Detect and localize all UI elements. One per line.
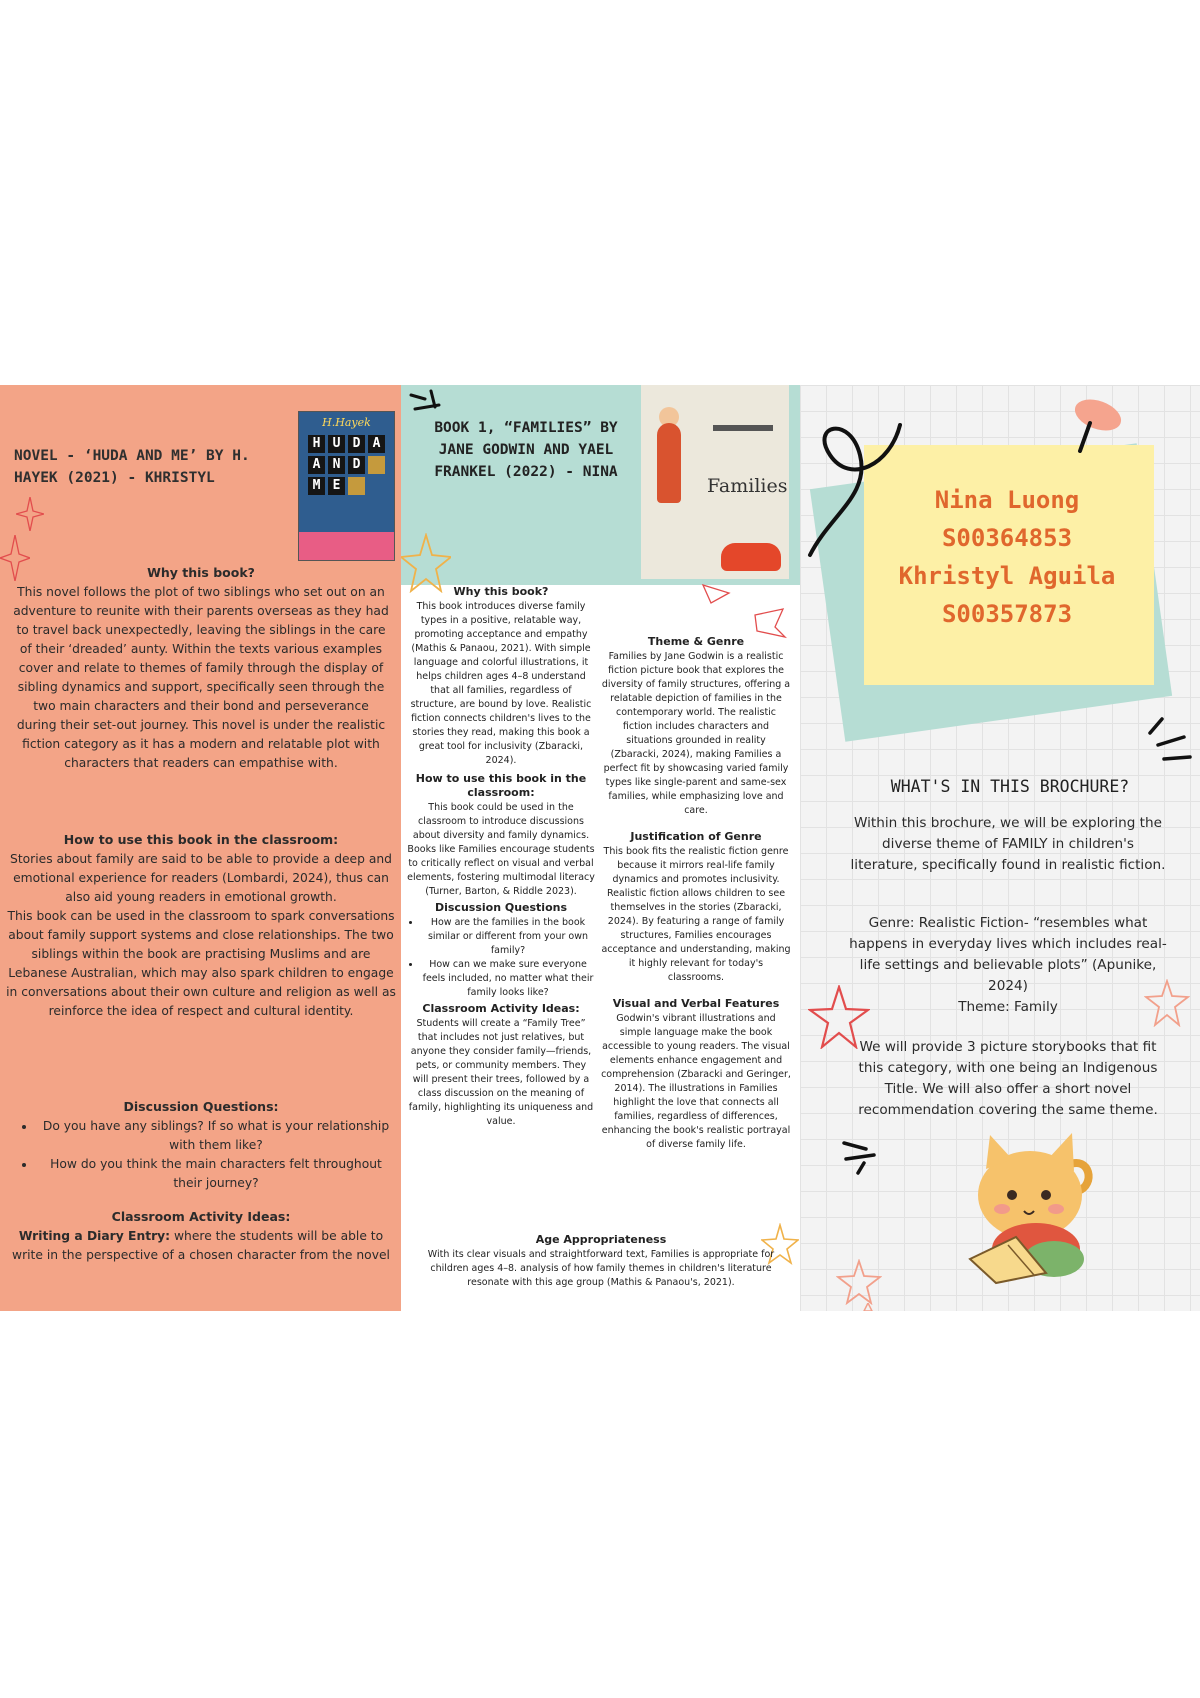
use-section [6, 830, 396, 1021]
cover-band [299, 532, 394, 560]
cover-tile [348, 477, 365, 495]
sparkle-icon [16, 497, 44, 531]
student-id: S00357873 [941, 600, 1073, 628]
pushpin-icon [1068, 397, 1124, 453]
why-text: This novel follows the plot of two siblings who set out on an adventure to reunite with their parents overseas as they had to travel back unexpectedly, leaving the siblings in the care of their ‘dreaded’ aunty. Within the texts various examples cover and relate to themes of family through the display of sibling dynamics and support, specifically seen through the two main characters and their bond and perseverance during their set-out journey. This novel is under the realistic fiction category as it has a modern and relatable plot with characters that readers can empathise with. [13, 585, 389, 770]
huda-and-me-cover-image [298, 411, 395, 561]
justification-heading: Justification of Genre [630, 830, 762, 843]
activity-heading: Classroom Activity Ideas: [111, 1209, 291, 1224]
novel-title: NOVEL - ‘HUDA AND ME’ BY H. HAYEK (2021) - KHRISTYL [14, 448, 250, 486]
questions-heading: Discussion Questions: [123, 1099, 279, 1114]
cover-tile: D [348, 456, 365, 474]
cover-tile: M [308, 477, 325, 495]
star-icon [808, 985, 870, 1049]
families-title: BOOK 1, “FAMILIES” BY JANE GODWIN AND YAEL FRANKEL (2022) - NINA [434, 420, 618, 480]
genre-text: Genre: Realistic Fiction- “resembles what happens in everyday lives which includes real-life settings and believable plots” (Apunike, 2024) [849, 915, 1167, 994]
families-cover-image [641, 385, 789, 579]
star-icon [1144, 979, 1190, 1027]
cover-word: Families [707, 475, 788, 497]
reading-cat-illustration [950, 1125, 1100, 1285]
whats-in-brochure-heading: WHAT'S IN THIS BROCHURE? [890, 777, 1130, 796]
questions-heading: Discussion Questions [434, 901, 568, 914]
age-heading: Age Appropriateness [535, 1233, 667, 1246]
author-names [872, 481, 1142, 633]
use-heading: How to use this book in the classroom: [415, 772, 587, 799]
provide-text: We will provide 3 picture storybooks that fit this category, with one being an Indigenous Title. We will also offer a short novel recommendation covering the same theme. [858, 1039, 1158, 1118]
intro-text: Within this brochure, we will be exploring the diverse theme of FAMILY in children's literature, specifically found in realistic fiction. [850, 815, 1166, 873]
activity-body: where the students will be able to write in the perspective of a chosen character from the novel [12, 1229, 390, 1262]
cover-figure [657, 423, 681, 503]
motion-lines-icon [840, 1137, 880, 1177]
why-heading: Why this book? [147, 565, 255, 580]
author-name: Khristyl Aguila [898, 562, 1116, 590]
activity-lead: Writing a Diary Entry: [18, 1229, 171, 1243]
cover-figure [713, 425, 773, 431]
student-id: S00364853 [941, 524, 1073, 552]
questions-list [407, 916, 595, 1000]
activity-heading: Classroom Activity Ideas: [422, 1002, 580, 1015]
cover-tile: U [328, 435, 345, 453]
why-section [12, 563, 390, 773]
sparkle-icon [701, 581, 731, 605]
theme-heading: Theme & Genre [647, 635, 745, 648]
activity-text: Students will create a “Family Tree” that includes not just relatives, but anyone they consider family—friends, pets, or community members. They will present their trees, followed by a class discussion on the meaning of family, highlighting its uniqueness and value. [408, 1018, 594, 1127]
cover-author: H.Hayek [322, 416, 371, 429]
use-text-2: This book can be used in the classroom to spark conversations about family support systems and close relationships. The two siblings within the book are practising Muslims and are Lebanese Australian, which may also spark children to engage in conversations about their own culture and religion as well as reinforce the idea of respect and cultural identity. [6, 909, 396, 1018]
visual-heading: Visual and Verbal Features [612, 997, 780, 1010]
theme-text: Theme: Family [958, 999, 1058, 1015]
age-section [409, 1233, 793, 1290]
use-heading: How to use this book in the classroom: [63, 832, 339, 847]
cover-title-tiles [299, 435, 394, 495]
questions-section [6, 1097, 396, 1193]
question-item: • How can we make sure everyone feels included, no matter what their family looks like? [421, 958, 595, 1000]
activity-section [6, 1207, 396, 1265]
cover-tile: D [348, 435, 365, 453]
cover-tile: H [308, 435, 325, 453]
panel-families [401, 385, 800, 1311]
motion-lines-icon [409, 385, 445, 417]
star-icon [401, 533, 451, 593]
families-right-column [601, 635, 791, 1152]
visual-text: Godwin's vibrant illustrations and simple language make the book accessible to young readers. The visual elements enhance engagement and comprehension (Zbaracki and Geringer, 2014). The illustrations in Families highlight the love that connects all families, regardless of differences, enhancing the book's realistic portrayal of diverse family life. [601, 1013, 791, 1150]
question-item: • Do you have any siblings? If so what is your relationship with them like? [36, 1117, 396, 1155]
motion-lines-icon [1144, 715, 1194, 765]
use-text: This book could be used in the classroom to introduce discussions about diversity and family dynamics. Books like Families encourage students to critically reflect on visual and verbal elements, fostering multimodal literacy (Turner, Barton, & Riddle 2023). [407, 802, 595, 897]
cover-tile: N [328, 456, 345, 474]
question-item: • How are the families in the book similar or different from your own family? [421, 916, 595, 958]
panel-overview [800, 385, 1200, 1311]
age-text: With its clear visuals and straightforward text, Families is appropriate for children ages 4–8. analysis of how family themes in children's literature resonate with this age group (Mathis & Panaou's, 2021). [427, 1249, 775, 1288]
cover-car [721, 543, 781, 571]
star-icon [836, 1259, 882, 1305]
cover-tile [368, 477, 385, 495]
questions-list [6, 1117, 396, 1193]
theme-text: Families by Jane Godwin is a realistic fiction picture book that explores the diversity of family structures, offering a relatable depiction of families in the contemporary world. The realistic fiction includes characters and situations grounded in reality (Zbaracki, 2024), making Families a perfect fit by showcasing varied family types like single-parent and same-sex families, while emphasizing love and care. [601, 651, 791, 816]
cover-tile: A [368, 435, 385, 453]
cover-tile: A [308, 456, 325, 474]
author-name: Nina Luong [934, 486, 1080, 514]
brochure [0, 385, 1200, 1311]
panel-huda-and-me [0, 385, 401, 1311]
why-heading: Why this book? [453, 585, 549, 598]
activity-text [6, 1227, 396, 1265]
use-text-1: Stories about family are said to be able to provide a deep and emotional experience for readers (Lombardi, 2024), thus can also aid young readers in emotional growth. [10, 852, 392, 904]
question-item: • How do you think the main characters felt throughout their journey? [36, 1155, 396, 1193]
why-text: This book introduces diverse family types in a positive, relatable way, promoting acceptance and empathy (Mathis & Panaou, 2021). With simple language and colorful illustrations, it helps children ages 4–8 understand that all families, regardless of structure, are bound by love. Realistic fiction connects children's lives to the stories they read, making this book a great tool for inclusivity (Zbaracki, 2024). [410, 601, 592, 766]
cover-tile [368, 456, 385, 474]
families-left-column [407, 585, 595, 1129]
cover-tile: E [328, 477, 345, 495]
justification-text: This book fits the realistic fiction genre because it mirrors real-life family dynamics and promotes inclusivity. Realistic fiction allows children to see themselves in the stories (Zbaracki, 2024). By featuring a range of family structures, Families encourages acceptance and understanding, making it highly relevant for today's classrooms. [601, 846, 791, 983]
